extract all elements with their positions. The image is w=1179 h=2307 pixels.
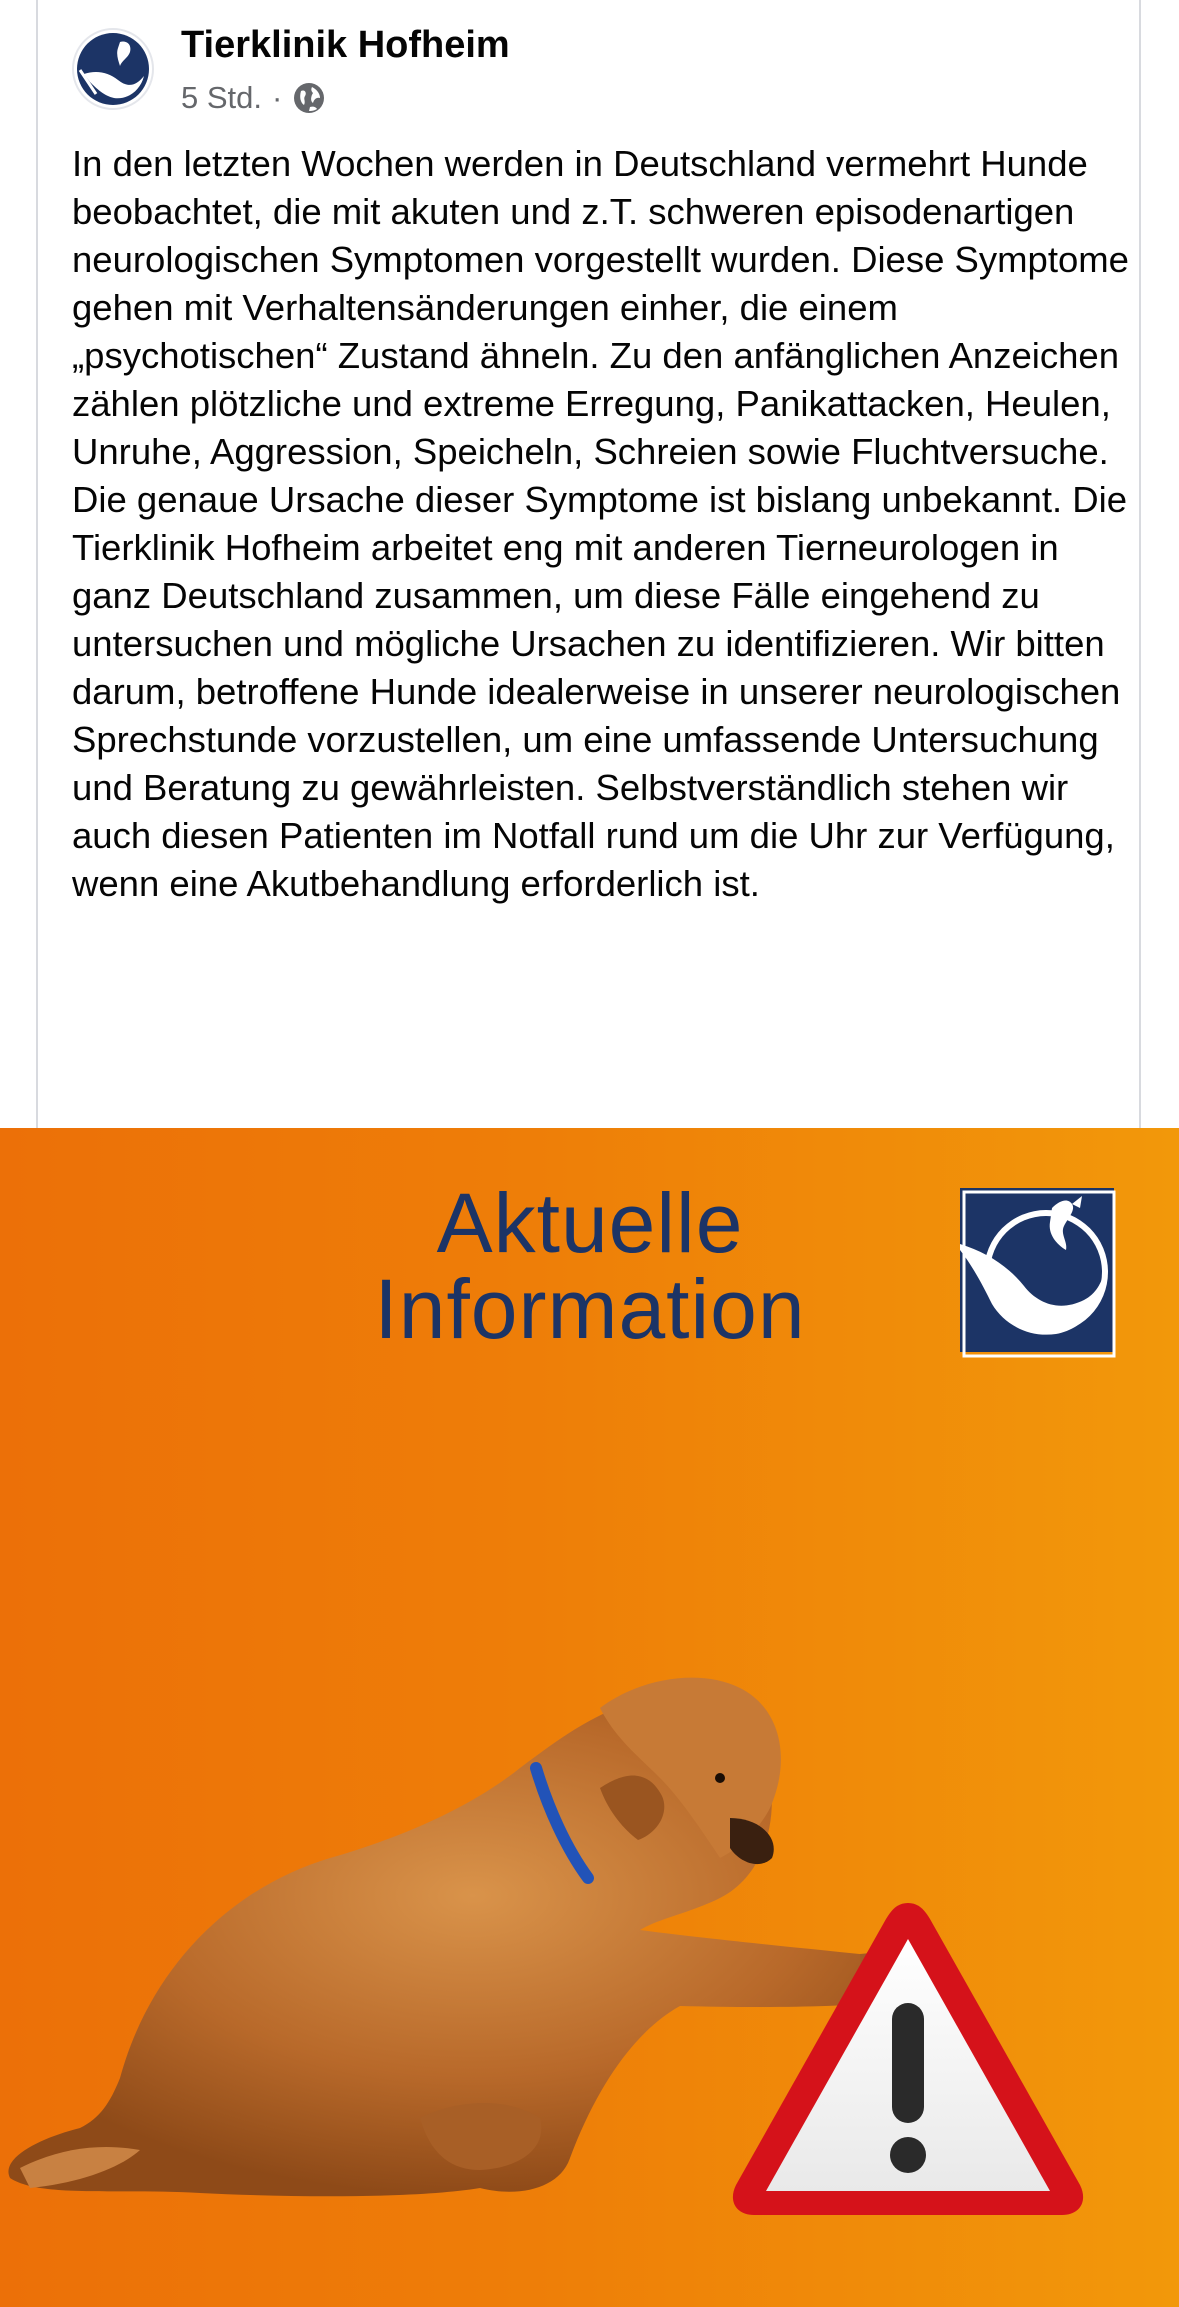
globe-icon[interactable] (292, 81, 326, 115)
clinic-logo-icon (956, 1188, 1118, 1358)
post-paragraph-2: Die genaue Ursache dieser Symptome ist bislang unbekannt. Die Tierklinik Hofheim arbeitet eng mit anderen Tierneurologen in ganz Deutschland zusammen, um diese Fälle eingehend zu untersuchen und mögliche Ursachen zu identifizieren. Wir bitten darum, betroffene Hunde idealerweise in unserer neurologischen Sprechstunde vorzustellen, um eine umfassende Untersuchung und Beratung zu gewährleisten. Selbstverständlich stehen wir auch diesen Patienten im Notfall rund um die Uhr zur Verfügung, wenn eine Akutbehandlung erforderlich ist. (72, 479, 1128, 904)
post-paragraph-1: In den letzten Wochen werden in Deutschland vermehrt Hunde beobachtet, die mit akuten und z.T. schweren episodenartigen neurologischen Symptomen vorgestellt wurden. Diese Symptome gehen mit Verhaltensänderungen einher, die einem „psychotischen“ Zustand ähneln. Zu den anfänglichen Anzeichen zählen plötzliche und extreme Erregung, Panikattacken, Heulen, Unruhe, Aggression, Speicheln, Schreien sowie Fluchtversuche. (72, 143, 1129, 472)
headline-line-2: Information (374, 1262, 806, 1356)
clinic-logo-icon (74, 30, 152, 108)
warning-triangle-icon (728, 1893, 1088, 2223)
post-image[interactable] (0, 1128, 1179, 2307)
post-meta (181, 80, 326, 116)
image-headline (280, 1176, 900, 1356)
page-avatar[interactable] (72, 28, 154, 110)
post-body (72, 140, 1132, 908)
post-timestamp[interactable]: 5 Std. (181, 80, 262, 115)
page-name[interactable]: Tierklinik Hofheim (181, 24, 510, 66)
headline-line-1: Aktuelle (436, 1176, 744, 1270)
meta-separator: · (272, 80, 283, 115)
